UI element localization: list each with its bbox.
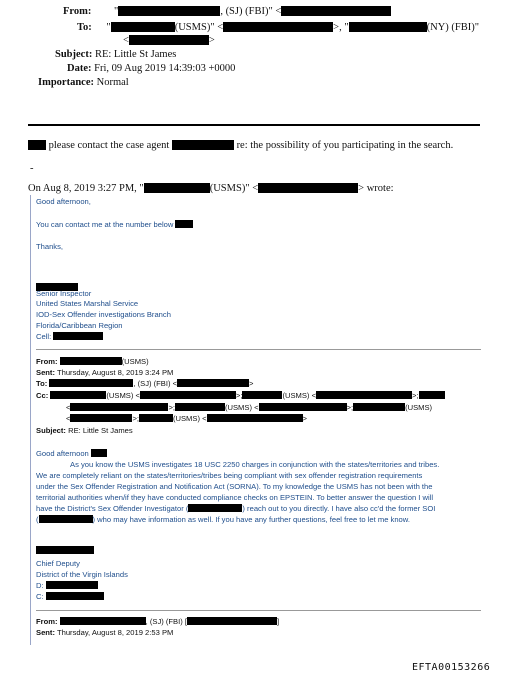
email3-divider	[36, 610, 481, 611]
redaction	[175, 220, 193, 228]
sig2-name-redaction	[36, 540, 94, 558]
header-to-line2: < >	[123, 35, 215, 46]
sig-line-1: Senior Inspector	[36, 289, 92, 298]
redaction	[28, 140, 46, 150]
email2-body-5: have the District's Sex Offender Investigator ( ) reach out to you directly. I have also cc'd the former SOI	[36, 504, 436, 513]
header-subject	[55, 49, 176, 60]
redaction	[118, 6, 220, 16]
redaction	[49, 379, 133, 387]
email2-body-3: under the Sex Offender Registration and Notification Act (SORNA). To my knowledge the USMS has not been with the	[36, 482, 433, 491]
email2-body-4: territorial authorities when/if they have conducted compliance checks on EPSTEIN. To better answer the question I will	[36, 493, 434, 502]
email2-cc-line1: Cc: (USMS) < >; (USMS) < >;	[36, 391, 445, 400]
redaction	[46, 581, 98, 589]
redaction	[129, 35, 209, 45]
sig-line-2: United States Marshal Service	[36, 299, 139, 308]
email2-to: To: , (SJ) (FBI) < >	[36, 379, 254, 388]
email2-body-2: We are completely reliant on the states/territories/tribes being compliant with sex offender registration requirements	[36, 471, 423, 480]
redaction	[70, 414, 132, 422]
sig-line-3: IOD-Sex Offender investigations Branch	[36, 310, 171, 319]
header-importance	[38, 77, 129, 88]
redaction	[111, 22, 175, 32]
email2-body-1: As you know the USMS investigates 18 USC 2250 charges in conjunction with the states/territories and tribes.	[70, 460, 440, 469]
sig-line-5: Cell:	[36, 332, 103, 341]
subject-value: RE: Little St James	[94, 49, 177, 60]
redaction	[259, 403, 347, 411]
redaction	[419, 391, 445, 399]
redaction	[281, 6, 391, 16]
reply-dash: -	[30, 163, 34, 174]
quote-bar	[30, 195, 31, 645]
date-value: Fri, 09 Aug 2019 14:39:03 +0000	[94, 63, 236, 74]
redaction	[144, 183, 210, 193]
email2-cc-line3: < >; (USMS) < >	[66, 414, 307, 423]
quote-contact: You can contact me at the number below	[36, 220, 193, 229]
redaction	[353, 403, 405, 411]
email2-body-6: ( ) who may have information as well. If you have any further questions, feel free to let me know.	[36, 515, 410, 524]
redaction	[50, 391, 106, 399]
header-date	[67, 63, 235, 74]
email3-sent: Sent: Thursday, August 8, 2019 2:53 PM	[36, 628, 174, 637]
redaction	[316, 391, 412, 399]
sig2-line-2: District of the Virgin Islands	[36, 570, 128, 579]
email2-greeting: Good afternoon	[36, 449, 107, 458]
redaction	[60, 617, 146, 625]
sig2-line-3: D:	[36, 581, 98, 590]
email3-from: From: , (SJ) (FBI) [ ]	[36, 617, 280, 626]
redaction	[177, 379, 249, 387]
sig-line-4: Florida/Caribbean Region	[36, 321, 123, 330]
email2-from: From: (USMS)	[36, 357, 149, 366]
date-label: Date:	[67, 63, 92, 74]
header-divider	[28, 124, 480, 126]
header-from: From: " , (SJ) (FBI)" <	[63, 6, 391, 17]
redaction	[53, 332, 103, 340]
redaction	[60, 357, 122, 365]
from-label: From:	[63, 6, 92, 17]
bates-number: EFTA00153266	[412, 662, 491, 673]
quote-thanks: Thanks,	[36, 242, 64, 251]
email2-subject: Subject: RE: Little St James	[36, 426, 133, 435]
redaction	[187, 617, 277, 625]
redaction	[349, 22, 427, 32]
redaction	[139, 414, 173, 422]
importance-label: Importance:	[38, 77, 94, 88]
email2-cc-line2: < >; (USMS) < >; (USMS)	[66, 403, 433, 412]
to-label: To:	[77, 22, 92, 33]
quote-header: On Aug 8, 2019 3:27 PM, " (USMS)" < > wrote:	[28, 183, 394, 194]
redaction	[258, 183, 358, 193]
importance-value: Normal	[96, 77, 129, 88]
reply-line: please contact the case agent re: the possibility of you participating in the search.	[28, 140, 453, 151]
redaction	[175, 403, 225, 411]
redaction	[91, 449, 107, 457]
redaction	[172, 140, 234, 150]
redaction	[70, 403, 168, 411]
redaction	[242, 391, 282, 399]
redaction	[39, 515, 93, 523]
redaction	[46, 592, 104, 600]
email2-sent: Sent: Thursday, August 8, 2019 3:24 PM	[36, 368, 174, 377]
sig2-line-4: C:	[36, 592, 104, 601]
redaction	[188, 504, 242, 512]
sig2-line-1: Chief Deputy	[36, 559, 80, 568]
redaction	[140, 391, 236, 399]
header-to: To: " (USMS)" < >, " (NY) (FBI)"	[77, 22, 480, 33]
quote-greeting: Good afternoon,	[36, 197, 91, 206]
redaction	[207, 414, 303, 422]
redaction	[223, 22, 333, 32]
email2-divider	[36, 349, 481, 350]
subject-label: Subject:	[55, 49, 93, 60]
